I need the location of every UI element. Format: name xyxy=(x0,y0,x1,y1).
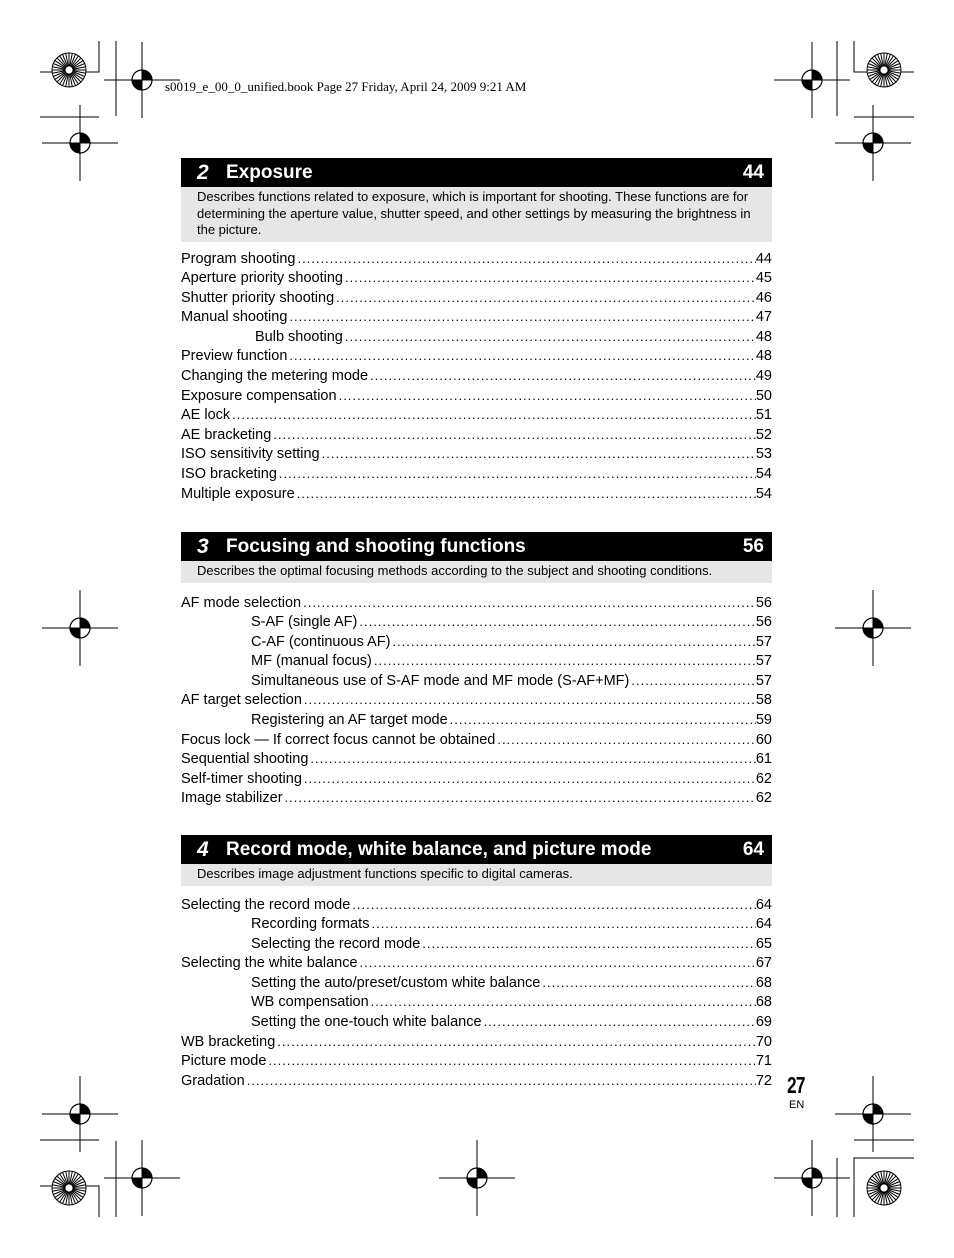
entry-page: 68 xyxy=(755,994,772,1011)
entry-label: Exposure compensation xyxy=(181,387,337,404)
entry-label: Recording formats xyxy=(251,916,370,933)
entry-label: AE lock xyxy=(181,407,231,424)
section-title: Record mode, white balance, and picture mode xyxy=(226,838,652,860)
entry-label: MF (manual focus) xyxy=(251,653,372,670)
section-number: 4 xyxy=(197,837,209,861)
section-focusing xyxy=(181,532,772,810)
entry-page: 56 xyxy=(755,614,772,631)
toc-subentry[interactable] xyxy=(181,634,772,654)
entry-page: 44 xyxy=(755,250,772,267)
entry-label: C-AF (continuous AF) xyxy=(251,633,391,650)
entry-page: 61 xyxy=(755,751,772,768)
section-title: Focusing and shooting functions xyxy=(226,535,526,557)
entry-page: 57 xyxy=(755,653,772,670)
entry-label: Gradation xyxy=(181,1072,245,1089)
toc-entry[interactable] xyxy=(181,1073,772,1093)
toc-entry[interactable] xyxy=(181,771,772,791)
toc-list xyxy=(181,897,772,1093)
toc-subentry[interactable] xyxy=(181,653,772,673)
toc-entry[interactable] xyxy=(181,270,772,290)
toc-entry[interactable] xyxy=(181,407,772,427)
toc-list xyxy=(181,251,772,506)
section-number: 2 xyxy=(197,160,209,184)
section-page: 56 xyxy=(742,535,764,557)
toc-entry[interactable] xyxy=(181,692,772,712)
entry-label: Sequential shooting xyxy=(181,751,309,768)
entry-page: 69 xyxy=(755,1014,772,1031)
toc-entry[interactable] xyxy=(181,1034,772,1054)
toc-entry[interactable] xyxy=(181,251,772,271)
entry-label: Bulb shooting xyxy=(255,328,343,345)
entry-page: 58 xyxy=(755,692,772,709)
toc-entry[interactable] xyxy=(181,1053,772,1073)
section-header xyxy=(181,835,772,864)
print-header: s0019_e_00_0_unified.book Page 27 Friday, April 24, 2009 9:21 AM xyxy=(165,79,527,94)
entry-page: 64 xyxy=(755,896,772,913)
entry-page: 54 xyxy=(755,485,772,502)
entry-page: 70 xyxy=(755,1033,772,1050)
section-record-mode xyxy=(181,835,772,1092)
entry-label: Manual shooting xyxy=(181,309,288,326)
toc-entry[interactable] xyxy=(181,446,772,466)
toc-entry[interactable] xyxy=(181,427,772,447)
section-exposure xyxy=(181,158,772,505)
entry-page: 57 xyxy=(755,672,772,689)
toc-entry[interactable] xyxy=(181,897,772,917)
toc-subentry[interactable] xyxy=(181,1014,772,1034)
toc-subentry[interactable] xyxy=(181,916,772,936)
section-header xyxy=(181,532,772,561)
entry-page: 52 xyxy=(755,426,772,443)
entry-label: Selecting the record mode xyxy=(181,896,351,913)
toc-entry[interactable] xyxy=(181,955,772,975)
entry-page: 46 xyxy=(755,289,772,306)
entry-label: S-AF (single AF) xyxy=(251,614,358,631)
entry-page: 51 xyxy=(755,407,772,424)
toc-entry[interactable] xyxy=(181,751,772,771)
entry-label: Image stabilizer xyxy=(181,790,283,807)
entry-label: Changing the metering mode xyxy=(181,368,369,385)
toc-subentry[interactable] xyxy=(181,614,772,634)
toc-entry[interactable] xyxy=(181,290,772,310)
toc-subentry[interactable] xyxy=(181,994,772,1014)
toc-entry[interactable] xyxy=(181,486,772,506)
entry-label: Focus lock — If correct focus cannot be obtained xyxy=(181,731,496,748)
toc-entry[interactable] xyxy=(181,348,772,368)
entry-page: 50 xyxy=(755,387,772,404)
toc-list xyxy=(181,595,772,811)
toc-entry[interactable] xyxy=(181,595,772,615)
entry-page: 48 xyxy=(755,328,772,345)
section-description: Describes image adjustment functions specific to digital cameras. xyxy=(181,864,772,886)
toc-entry[interactable] xyxy=(181,790,772,810)
section-number: 3 xyxy=(197,534,209,558)
section-description: Describes functions related to exposure, which is important for shooting. These functions are for determining the aperture value, shutter speed, and other settings by measuring the brightness in the picture. xyxy=(181,187,772,242)
entry-label: Aperture priority shooting xyxy=(181,270,343,287)
entry-page: 56 xyxy=(755,594,772,611)
entry-page: 47 xyxy=(755,309,772,326)
language-code: EN xyxy=(789,1099,805,1111)
entry-label: Selecting the white balance xyxy=(181,955,358,972)
toc-entry[interactable] xyxy=(181,732,772,752)
entry-label: ISO bracketing xyxy=(181,466,277,483)
entry-page: 71 xyxy=(755,1053,772,1070)
entry-page: 62 xyxy=(755,790,772,807)
entry-page: 57 xyxy=(755,633,772,650)
entry-label: ISO sensitivity setting xyxy=(181,446,320,463)
page-number: 27 xyxy=(787,1072,805,1098)
entry-page: 49 xyxy=(755,368,772,385)
entry-page: 64 xyxy=(755,916,772,933)
toc-subentry[interactable] xyxy=(181,329,772,349)
entry-label: WB bracketing xyxy=(181,1033,276,1050)
toc-subentry[interactable] xyxy=(181,712,772,732)
entry-label: Multiple exposure xyxy=(181,485,295,502)
entry-label: Simultaneous use of S-AF mode and MF mode (S-AF+MF) xyxy=(251,672,630,689)
entry-page: 53 xyxy=(755,446,772,463)
section-description: Describes the optimal focusing methods according to the subject and shooting conditions. xyxy=(181,561,772,583)
entry-page: 59 xyxy=(755,712,772,729)
entry-label: AE bracketing xyxy=(181,426,272,443)
entry-page: 67 xyxy=(755,955,772,972)
entry-label: AF target selection xyxy=(181,692,302,709)
entry-page: 62 xyxy=(755,770,772,787)
toc-entry[interactable] xyxy=(181,466,772,486)
toc-subentry[interactable] xyxy=(181,936,772,956)
entry-label: Picture mode xyxy=(181,1053,267,1070)
section-header xyxy=(181,158,772,187)
entry-label: Self-timer shooting xyxy=(181,770,302,787)
entry-page: 54 xyxy=(755,466,772,483)
entry-page: 68 xyxy=(755,974,772,991)
entry-page: 65 xyxy=(755,935,772,952)
section-page: 44 xyxy=(742,161,764,183)
entry-label: Registering an AF target mode xyxy=(251,712,448,729)
entry-label: Shutter priority shooting xyxy=(181,289,335,306)
entry-page: 45 xyxy=(755,270,772,287)
toc-entry[interactable] xyxy=(181,368,772,388)
entry-label: Selecting the record mode xyxy=(251,935,421,952)
entry-label: Setting the one-touch white balance xyxy=(251,1014,482,1031)
section-page: 64 xyxy=(742,838,764,860)
toc-subentry[interactable] xyxy=(181,673,772,693)
entry-label: AF mode selection xyxy=(181,594,302,611)
entry-label: Program shooting xyxy=(181,250,296,267)
toc-entry[interactable] xyxy=(181,388,772,408)
toc-entry[interactable] xyxy=(181,309,772,329)
entry-label: Preview function xyxy=(181,348,288,365)
toc-subentry[interactable] xyxy=(181,975,772,995)
entry-page: 72 xyxy=(755,1072,772,1089)
entry-label: Setting the auto/preset/custom white balance xyxy=(251,974,541,991)
entry-page: 48 xyxy=(755,348,772,365)
entry-page: 60 xyxy=(755,731,772,748)
section-title: Exposure xyxy=(226,161,313,183)
entry-label: WB compensation xyxy=(251,994,369,1011)
